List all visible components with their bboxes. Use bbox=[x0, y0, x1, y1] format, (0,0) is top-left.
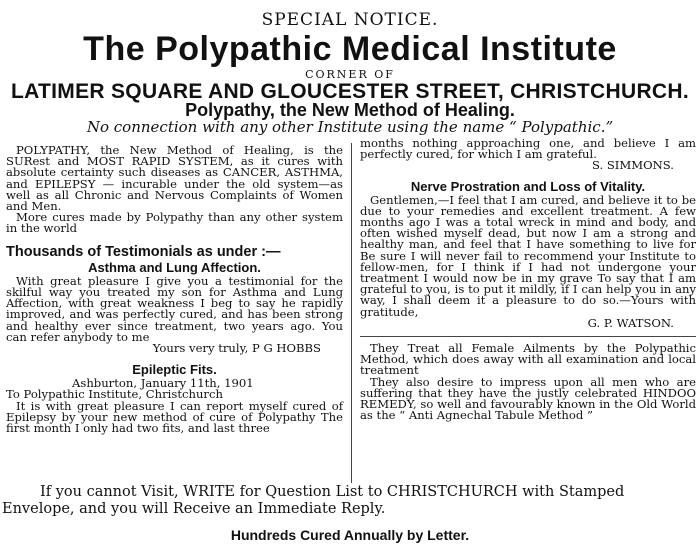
nerve-heading: Nerve Prostration and Loss of Vitality. bbox=[410, 178, 646, 194]
footer-cured-by-letter: Hundreds Cured Annually by Letter. bbox=[230, 527, 470, 543]
institute-title: The Polypathic Medical Institute bbox=[83, 30, 617, 68]
female-ailments-paragraph: They Treat all Female Ailments by the Polypathic Method, which does away with all examination and local treatment bbox=[360, 341, 696, 378]
address-line: LATIMER SQUARE AND GLOUCESTER STREET, CHRISTCHURCH. bbox=[11, 80, 689, 103]
footer-write-notice bbox=[0, 484, 700, 518]
epileptic-addressee: To Polypathic Institute, Christchurch bbox=[6, 387, 223, 402]
special-notice-heading: SPECIAL NOTICE. bbox=[261, 10, 439, 30]
continuation-paragraph: months nothing approaching one, and believe I am perfectly cured, for which I am grateful. bbox=[360, 136, 696, 162]
intro-claim: More cures made by Polypathy than any other system in the world bbox=[6, 210, 343, 236]
asthma-heading: Asthma and Lung Affection. bbox=[88, 259, 261, 275]
section-rule bbox=[360, 336, 696, 337]
nerve-testimonial: Gentlemen,—I feel that I am cured, and believe it to be due to your remedies and excellent treatment. A few months ago I was a total wreck in mind and body, and often wished myself dead, but now I am a strong and healthy man, and feel that I have something to live for Be sure I will never fail to recommend your Institute to fellow-men, for I think if I had not undergone your treatment I would now be in my grave To say that I am grateful to you, is to put it mildly, if I can help you in any way, I shall deem it a pleasure to do so.—Yours with gratitude, bbox=[360, 192, 696, 319]
corner-of-label: CORNER OF bbox=[305, 68, 395, 81]
column-divider bbox=[351, 143, 352, 483]
epileptic-heading: Epileptic Fits. bbox=[132, 362, 217, 378]
intro-paragraph: POLYPATHY, the New Method of Healing, is the SURest and MOST RAPID SYSTEM, as it cures with absolute certainty such diseases as CANCER, ASTHMA, and EPILEPSY — incurable under the old system—as well as all Chronic and Nervous Complaints of Women and Men. bbox=[6, 143, 343, 214]
simmons-signature: S. SIMMONS. bbox=[591, 158, 674, 173]
right-column bbox=[360, 138, 696, 421]
no-connection-notice: No connection with any other Institute using the name “ Polypathic.” bbox=[86, 118, 614, 136]
asthma-signature: Yours very truly, P G HOBBS bbox=[152, 341, 321, 356]
footer-line-2: Envelope, and you will Receive an Immediate Reply. bbox=[2, 501, 386, 517]
testimonials-heading: Thousands of Testimonials as under :— bbox=[6, 243, 281, 260]
epileptic-testimonial: It is with great pleasure I can report myself cured of Epilepsy by your new method of cure of Polypathy The first month I only had two fits, and last three bbox=[6, 398, 343, 436]
asthma-testimonial: With great pleasure I give you a testimonial for the skilful way you treated my son for Asthma and Lung Affection, with great weakness I beg to say he rapidly improved, and was perfectly cured, and has been strong and healthy ever since treatment, two years ago. You can refer anybody to me bbox=[6, 273, 343, 344]
footer-line-1: If you cannot Visit, WRITE for Question List to CHRISTCHURCH with Stamped bbox=[40, 484, 625, 500]
watson-signature: G. P. WATSON. bbox=[587, 315, 674, 330]
hindoo-remedy-paragraph: They also desire to impress upon all men who are suffering that they have the justly celebrated HINDOO REMEDY, so well and favourably known in the Old World as the “ Anti Agnechal Tabule Method ” bbox=[360, 374, 696, 423]
method-subtitle: Polypathy, the New Method of Healing. bbox=[185, 100, 515, 120]
left-column bbox=[6, 145, 343, 434]
epileptic-dateline: Ashburton, January 11th, 1901 bbox=[72, 376, 254, 391]
